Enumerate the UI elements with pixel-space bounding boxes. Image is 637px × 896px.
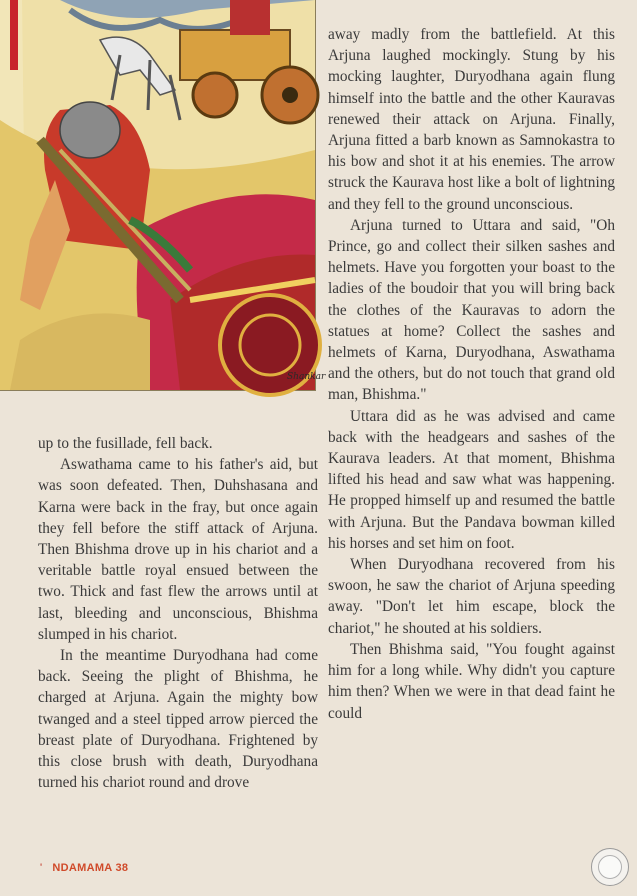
paragraph: In the meantime Duryodhana had come back. Seeing the plight of Bhishma, he charged at Arjuna. Again the mighty bow twanged and a steel tipped arrow pierced the breast plate of Duryodhana. Frightened by this close brush with death, Duryodhana turned his chariot round and drove [38,647,318,792]
paragraph: up to the fusillade, fell back. [38,435,213,452]
paragraph: Then Bhishma said, "You fought against him for a long while. Why didn't you capture him then? When we were in that dead faint he could [328,640,615,722]
paragraph: Arjuna turned to Uttara and said, "Oh Prince, go and collect their silken sashes and helmets. Have you forgotten your boast to the ladies of the boudoir that you will bring back the clothes of the Kauravas to adorn the statues at home? Collect the sashes and helmets of Karna, Duryodhana, Aswathama and the others, but do not touch that grand old man, Bhishma." [328,216,615,404]
library-stamp-icon [591,848,629,886]
page-footer [40,862,128,874]
arjuna-chariot-illustration-icon [0,0,315,390]
left-text-column [38,433,318,793]
paragraph: Uttara did as he was advised and came back with the headgears and sashes of the Kaurava leaders. At that moment, Bhishma lifted his head and saw what was happening. He propped himself up and resumed the battle with Arjuna. But the Pandava bowman killed his horses and set him on foot. [328,407,615,552]
paragraph: away madly from the battlefield. At this Arjuna laughed mockingly. Stung by his mocking laughter, Duryodhana again flung himself into the battle and the other Kauravas renewed their attack on Arjuna. Finally, Arjuna fitted a barb known as Samnokastra to his bow and shot it at his enemies. The arrow struck the Kaurava host like a bolt of lightning and they fell to the ground unconscious. [328,26,615,213]
artist-signature: Shankar [287,372,326,382]
story-illustration [0,0,326,391]
right-text-column [328,24,615,724]
paragraph: Aswathama came to his father's aid, but was soon defeated. Then, Duhshasana and Karna were back in the fray, but once again they fell before the stiff attack of Arjuna. Then Bhishma drove up in his chariot and a veritable battle royal ensued between the two. Thick and fast flew the arrows until at last, bleeding and unconscious, Bhishma slumped in his chariot. [38,456,318,643]
footer-tick: ' [40,862,43,874]
stamp-inner-ring [598,855,622,879]
paragraph: When Duryodhana recovered from his swoon, he saw the chariot of Arjuna speeding away. "Don't let him escape, block the chariot," he shouted at his soldiers. [328,556,615,637]
page-number-label: NDAMAMA 38 [52,862,129,874]
